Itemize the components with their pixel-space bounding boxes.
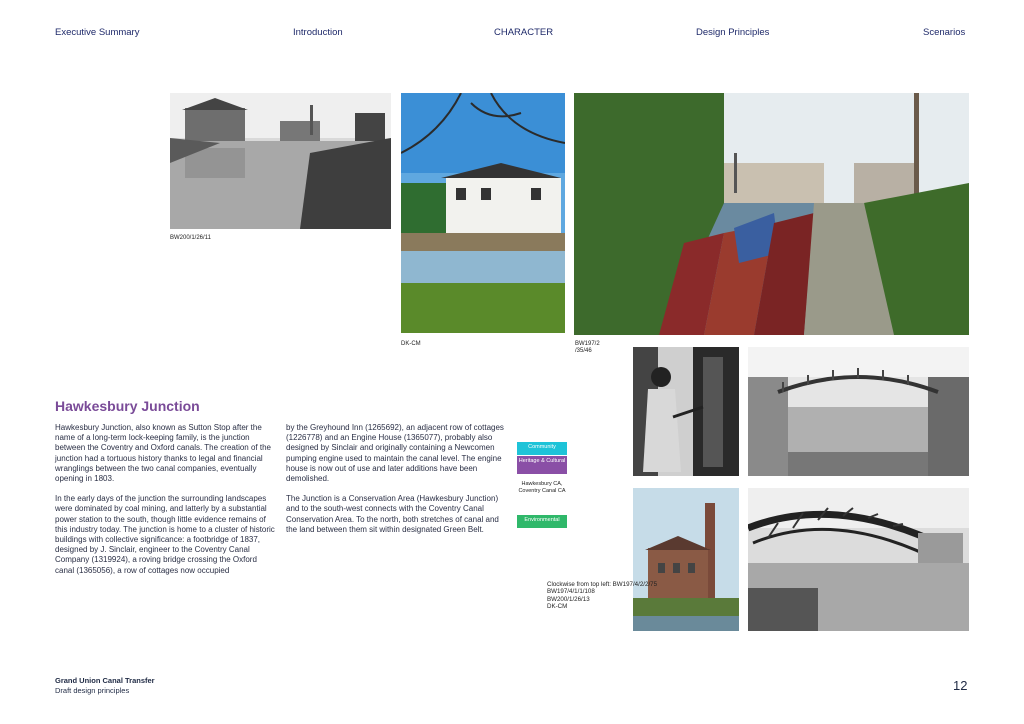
environmental-tag: Environmental — [517, 515, 567, 528]
heritage-tag: Heritage & Cultural — [517, 456, 567, 474]
nav-introduction[interactable]: Introduction — [293, 27, 343, 38]
page-number: 12 — [953, 678, 968, 693]
footer-title: Grand Union Canal Transfer — [55, 676, 155, 685]
section-title: Hawkesbury Junction — [55, 398, 200, 414]
body-column-right — [286, 423, 510, 545]
paragraph: The Junction is a Conservation Area (Hawkesbury Junction) and to the south-west connects with the Coventry Canal Conservation Area. To the north, both stretches of canal and the land between them sit within designated Green Belt. — [286, 494, 499, 534]
greyhound-inn-photo — [401, 93, 565, 333]
paragraph: by the Greyhound Inn (1265692), an adjacent row of cottages (1226778) and an Engine House (1365077), probably also designed by Sinclair and originally containing a Newcomen pumping engine used to maintain the canal level. The engine house is now out of use and later additions have been demolished. — [286, 423, 504, 484]
nav-character[interactable]: CHARACTER — [494, 27, 554, 38]
nav-executive-summary[interactable]: Executive Summary — [55, 27, 140, 38]
nav-design-principles[interactable]: Design Principles — [696, 27, 770, 38]
photo-caption: DK-CM — [401, 341, 421, 347]
photo-credits: Clockwise from top left: BW197/4/2/2/75 BW197/4/1/1/108 BW200/1/26/13 DK-CM — [547, 581, 658, 611]
conservation-area-label: Hawkesbury CA, Coventry Canal CA — [518, 481, 566, 494]
footer-subtitle: Draft design principles — [55, 686, 130, 695]
paragraph: In the early days of the junction the surrounding landscapes were dominated by coal mining, and latterly by a substantial power station to the south, though little evidence remains of this industry today. The junction is home to a cluster of historic buildings with collective significance: a footbridge of 1837, designed by J. Sinclair, engineer to the Coventry Canal Company (1319924), a roving bridge crossing the Oxford canal (1365056), a row of cottages now occupied — [55, 494, 275, 575]
canal-cottages-photo — [170, 93, 391, 229]
photo-caption: BW197/2 /35/46 — [575, 341, 600, 354]
body-column-left — [55, 423, 275, 586]
nav-scenarios[interactable]: Scenarios — [923, 27, 966, 38]
footbridge-photo — [748, 347, 969, 476]
paragraph: Hawkesbury Junction, also known as Sutton Stop after the name of a long-term lock-keeping family, is the junction between the Coventry and Oxford canals. The creation of the junction had a tortuous history thanks to legal and financial wranglings between the two canal companies, eventually opening in 1803. — [55, 423, 271, 484]
narrowboats-photo — [574, 93, 969, 335]
photo-caption: BW200/1/26/11 — [170, 235, 211, 241]
iron-bridge-photo — [748, 488, 969, 631]
lock-keeper-photo — [633, 347, 739, 476]
community-tag: Community — [517, 442, 567, 455]
